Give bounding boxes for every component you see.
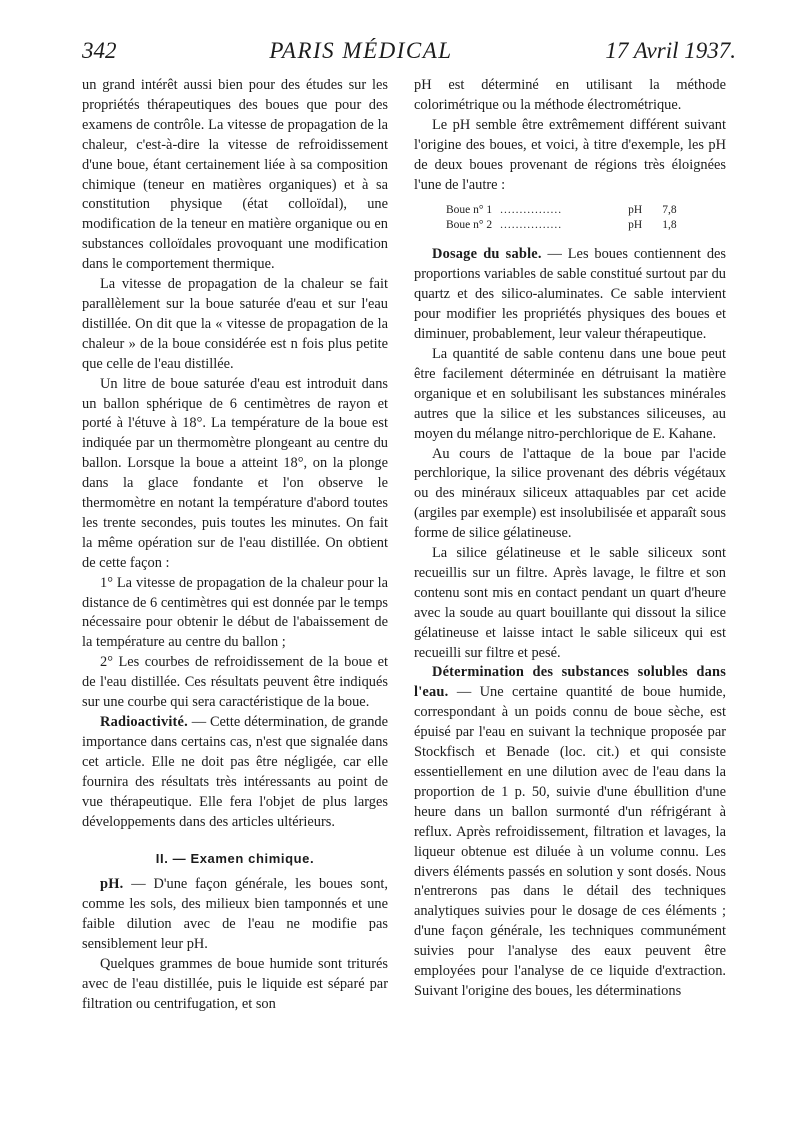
ph-table	[442, 203, 681, 233]
list-item: 1° La vitesse de propagation de la chaleur pour la distance de 6 centimètres qui est donnée par le temps nécessaire pour obtenir le début de l'abaissement de la température au centre du ballon ;	[82, 574, 388, 651]
table-cell-dots: ................	[500, 219, 563, 232]
table-cell-unit: pH	[628, 204, 643, 217]
table-cell-dots: ................	[500, 204, 563, 217]
paragraph: Au cours de l'attaque de la boue par l'acide perchlorique, la silice provenant des débris végétaux ou des minéraux siliceux attaquables par cet acide (argiles par exemple) est insolubilisée et apparaît sous forme de silice gélatineuse.	[414, 445, 726, 542]
paragraph: Quelques grammes de boue humide sont triturés avec de l'eau distillée, puis le liquide est séparé par filtration ou centrifugation, et son	[82, 955, 388, 1012]
table-cell-unit: pH	[628, 219, 643, 232]
section-heading: II. — Examen chimique.	[155, 851, 315, 867]
paragraph: pH est déterminé en utilisant la méthode colorimétrique ou la méthode électrométrique.	[414, 77, 726, 113]
table-cell-value: 7,8	[662, 204, 677, 217]
list-item: 2° Les courbes de refroidissement de la boue et de l'eau distillée. Ces résultats peuvent être indiqués sur une courbe qui sera caractéristique de la boue.	[82, 654, 388, 711]
paragraph-sable	[414, 245, 726, 345]
paragraph: La quantité de sable contenu dans une boue peut être facilement déterminée en détruisant la matière organique et en solubilisant les substances minérales autres que la silice et les substances siliceuses, au moyen du mélange nitro-perchlorique de E. Kahane.	[414, 345, 726, 442]
paragraph: un grand intérêt aussi bien pour des études sur les propriétés thérapeutiques des boues que pour des examens de contrôle. La vitesse de propagation de la chaleur, c'est-à-dire la vitesse de refroidissement d'une boue, étant certainement liée à sa composition chimique (teneur en matières organiques) et à sa constitution physique (état colloïdal), une modification de la teneur en matière organique ou en substances colloïdales provoquant une modification dans le comportement thermique.	[82, 77, 388, 273]
run-in-heading: Détermination des substances solubles dans l'eau.	[414, 664, 726, 701]
run-in-heading: Radioactivité.	[100, 714, 188, 730]
running-header	[82, 38, 736, 70]
table-cell-value: 1,8	[662, 219, 677, 232]
paragraph: La silice gélatineuse et le sable siliceux sont recueillis sur un filtre. Après lavage, le filtre et son contenu sont mis en contact pendant un quart d'heure avec la soude au quart bouillante qui dissout la silice gélatineuse et laisse intact le sable siliceux qui est recueilli sur filtre et pesé.	[414, 545, 726, 661]
table-cell-label: Boue n° 1	[446, 204, 493, 217]
page-number: 342	[82, 38, 117, 63]
run-in-heading: Dosage du sable.	[432, 246, 542, 263]
table-cell-label: Boue n° 2	[446, 219, 493, 232]
paragraph-radioactivite	[82, 713, 388, 832]
run-in-heading: pH.	[100, 876, 124, 893]
paragraph: Le pH semble être extrêmement différent suivant l'origine des boues, et voici, à titre d'exemple, les pH de deux boues provenant de régions très éloignées l'une de l'autre :	[414, 116, 726, 193]
paragraph-solubles	[414, 663, 726, 1001]
paragraph-text: — D'une façon générale, les boues sont, comme les sols, des milieux bien tamponnés et une faible dilution avec de l'eau ne modifie pas sensiblement leur pH.	[82, 876, 388, 953]
journal-title: PARIS MÉDICAL	[269, 38, 453, 63]
paragraph-ph	[82, 875, 388, 955]
paragraph: La vitesse de propagation de la chaleur se fait parallèlement sur la boue saturée d'eau et sur l'eau distillée. On dit que la « vitesse de propagation de la chaleur » de la boue considérée est n fois plus petite que celle de l'eau distillée.	[82, 276, 388, 372]
paragraph-text: — Cette détermination, de grande importance dans certains cas, n'est que signalée dans cet article. Elle ne doit pas être négligée, car elle fournira des résultats très intéressants au point de vue thérapeutique. Elle fera l'objet de plus larges développements dans des articles ultérieurs.	[82, 714, 388, 830]
table-row	[442, 218, 681, 233]
issue-date: 17 Avril 1937.	[605, 38, 736, 63]
right-column	[414, 76, 726, 1002]
left-column	[82, 76, 388, 1015]
paragraph: Un litre de boue saturée d'eau est introduit dans un ballon sphérique de 6 centimètres de rayon et porté à l'étuve à 18°. La température de la boue est indiquée par un thermomètre plongeant au centre du ballon. Lorsque la boue a atteint 18°, on la plonge dans la glace fondante et l'on observe le thermomètre en notant la température d'abord toutes les trente secondes, puis toutes les minutes. On fait la même opération sur de l'eau distillée. On obtient de cette façon :	[82, 375, 388, 571]
table-row	[442, 203, 681, 218]
paragraph-text: — Les boues contiennent des proportions variables de sable constitué surtout par du quartz et des silico-aluminates. Ce sable intervient pour modifier les propriétés physiques des boues et diminuer, probablement, leur valeur thérapeutique.	[414, 246, 727, 343]
paragraph-text: — Une certaine quantité de boue humide, correspondant à un poids connu de boue sèche, est épuisé par l'eau en suivant la technique proposée par Stockfisch et Benade (loc. cit.) et qui consiste essentiellement en une dilution avec de l'eau dans la proportion de 1 p. 50, suivie d'une ébullition d'une heure dans un ballon surmonté d'un réfrigérant à reflux. Après refroidissement, filtration et lavages, la liqueur obtenue est diluée à un volume connu. Les divers éléments passés en solution y sont dosés. Nous n'entrerons pas dans le détail des techniques analytiques suivies pour le dosage de ces éléments ; d'une façon générale, les techniques communément suivies pour l'analyse des eaux peuvent être employées pour l'analyse de ce liquide d'extraction. Suivant l'origine des boues, les déterminations	[414, 684, 726, 999]
